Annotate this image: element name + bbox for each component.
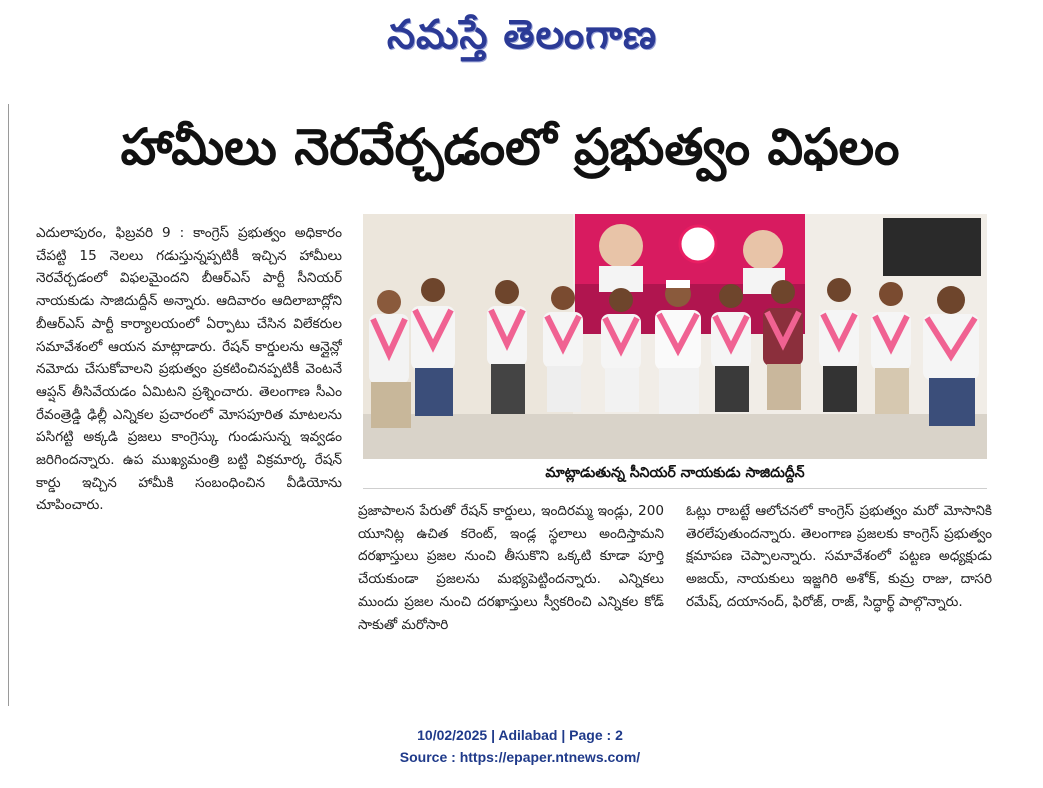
newspaper-masthead: నమస్తే తెలంగాణ	[386, 12, 658, 58]
article-column-3: ఓట్లు రాబట్టే ఆలోచనలో కాంగ్రెస్ ప్రభుత్వం మరో మోసానికి తెరలేపుతుందన్నారు. తెలంగాణ ప్రజలకు కాంగ్రెస్ ప్రభుత్వం క్షమాపణ చెప్పాలన్నారు. సమావేశంలో పట్టణ అధ్యక్షుడు అజయ్, నాయకులు ఇజ్జగిరి అశోక్, కుమ్ర రాజు, దాసరి రమేష్, దయానంద్, ఫిరోజ్, రాజ్, సిద్ధార్థ్ పాల్గొన్నారు.	[686, 503, 992, 610]
article-column-1: ఎదులాపురం, ఫిబ్రవరి 9 : కాంగ్రెస్ ప్రభుత్వం అధికారం చేపట్టి 15 నెలలు గడుస్తున్నప్పటికీ ఇచ్చిన హామీలు నెరవేర్చడంలో విఫలమైందని బీఆర్ఎస్ పార్టీ సీనియర్ నాయకుడు సాజిదుద్దీన్ అన్నారు. ఆదివారం ఆదిలాబాద్లోని బీఆర్ఎస్ పార్టీ కార్యాలయంలో ఏర్పాటు చేసిన విలేకరుల సమావేశంలో ఆయన మాట్లాడారు. రేషన్ కార్డులను ఆన్లైన్లో నమోదు చేసుకోవాలని ప్రభుత్వం ప్రకటించినప్పటికీ వెంటనే ఆప్షన్ తీసివేయడం ఏమిటని ప్రశ్నించారు. తెలంగాణ సీఎం రేవంత్రెడ్డి ఢిల్లీ ఎన్నికల ప్రచారంలో మోసపూరిత మాటలను పసిగట్టి అక్కడి ప్రజలు కాంగ్రెస్కు గుండుసున్న ఇవ్వడం జరిగిందన్నారు. ఉప ముఖ్యమంత్రి బట్టి విక్రమార్క రేషన్ కార్డు ఇచ్చిన హామీకి సంబంధించిన వీడియోను చూపించారు.	[36, 225, 342, 514]
source-link[interactable]: Source : https://epaper.ntnews.com/	[399, 749, 641, 765]
article-headline: హామీలు నెరవేర్చడంలో ప్రభుత్వం విఫలం	[120, 117, 900, 176]
column-divider	[8, 104, 9, 706]
news-photo	[363, 214, 987, 459]
article-column-2: ప్రజాపాలన పేరుతో రేషన్ కార్డులు, ఇందిరమ్మ ఇండ్లు, 200 యూనిట్ల ఉచిత కరెంట్, ఇండ్ల స్థలాలు అందిస్తామని దరఖాస్తులు ప్రజల నుంచి తీసుకొని ఒక్కటి కూడా పూర్తి చేయకుండా ప్రజలను మభ్యపెట్టిందన్నారు. ఎన్నికలు ముందు ప్రజల నుంచి దరఖాస్తులు స్వీకరించి ఎన్నికల కోడ్ సాకుతో మరోసారి	[358, 503, 664, 633]
edition-info: 10/02/2025 | Adilabad | Page : 2	[417, 727, 623, 743]
page-footer	[320, 724, 720, 768]
photo-caption: మాట్లాడుతున్న సీనియర్ నాయకుడు సాజిదుద్దీన్	[363, 460, 987, 489]
